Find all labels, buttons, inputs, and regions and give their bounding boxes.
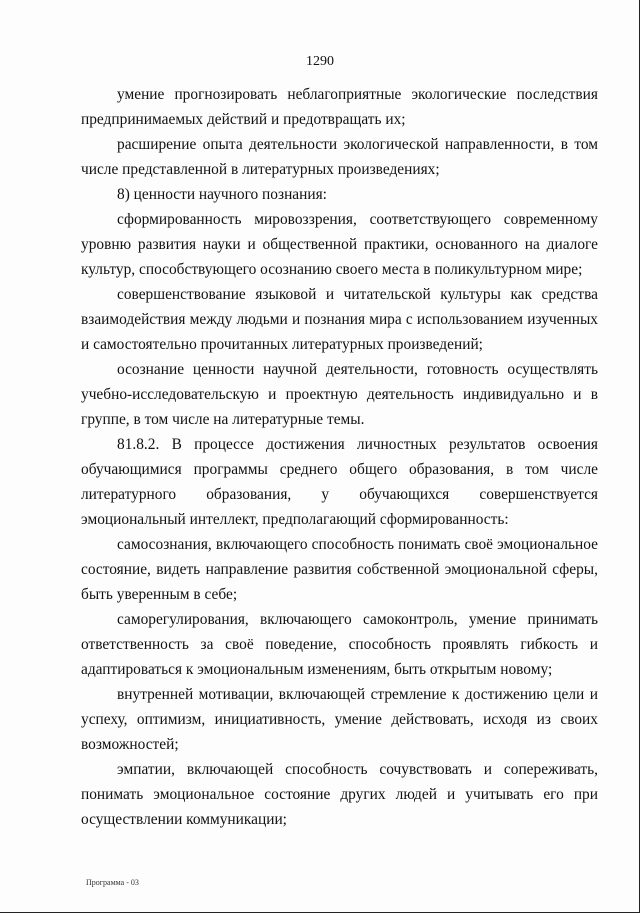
paragraph-scientific-knowledge-heading: 8) ценности научного познания: <box>117 186 327 203</box>
paragraph-worldview: сформированность мировоззрения, соответствующего современному уровню развития науки и общественной практики, основанного на диалоге культур, способствующего осознанию своего места в поликультурном мире; <box>81 211 598 278</box>
paragraph-empathy: эмпатии, включающей способность сочувствовать и сопереживать, понимать эмоциональное состояние других людей и учитывать его при осуществлении коммуникации; <box>81 761 598 828</box>
paragraph-emotional-intelligence-intro: 81.8.2. В процессе достижения личностных результатов освоения обучающимися программы среднего общего образования, в том числе литературного образования, у обучающихся совершенствуется эмоциональный интеллект, предполагающий сформированность: <box>81 436 598 528</box>
paragraph-ecological-experience: расширение опыта деятельности экологической направленности, в том числе представленной в литературных произведениях; <box>81 136 598 178</box>
paragraph-internal-motivation: внутренней мотивации, включающей стремление к достижению цели и успеху, оптимизм, инициативность, умение действовать, исходя из своих возможностей; <box>81 686 598 753</box>
page-number: 1290 <box>306 54 334 69</box>
footer-program-label: Программа - 03 <box>86 878 139 887</box>
paragraph-self-awareness: самосознания, включающего способность понимать своё эмоциональное состояние, видеть направление развития собственной эмоциональной сферы, быть уверенным в себе; <box>81 536 598 603</box>
paragraph-ecological-forecasting: умение прогнозировать неблагоприятные экологические последствия предпринимаемых действий и предотвращать их; <box>81 86 598 128</box>
page-body <box>81 82 598 832</box>
paragraph-scientific-activity: осознание ценности научной деятельности, готовность осуществлять учебно-исследовательскую и проектную деятельность индивидуально и в группе, в том числе на литературные темы. <box>81 361 598 428</box>
paragraph-self-regulation: саморегулирования, включающего самоконтроль, умение принимать ответственность за своё поведение, способность проявлять гибкость и адаптироваться к эмоциональным изменениям, быть открытым новому; <box>81 611 598 678</box>
paragraph-language-culture: совершенствование языковой и читательской культуры как средства взаимодействия между людьми и познания мира с использованием изученных и самостоятельно прочитанных литературных произведений; <box>81 286 598 353</box>
